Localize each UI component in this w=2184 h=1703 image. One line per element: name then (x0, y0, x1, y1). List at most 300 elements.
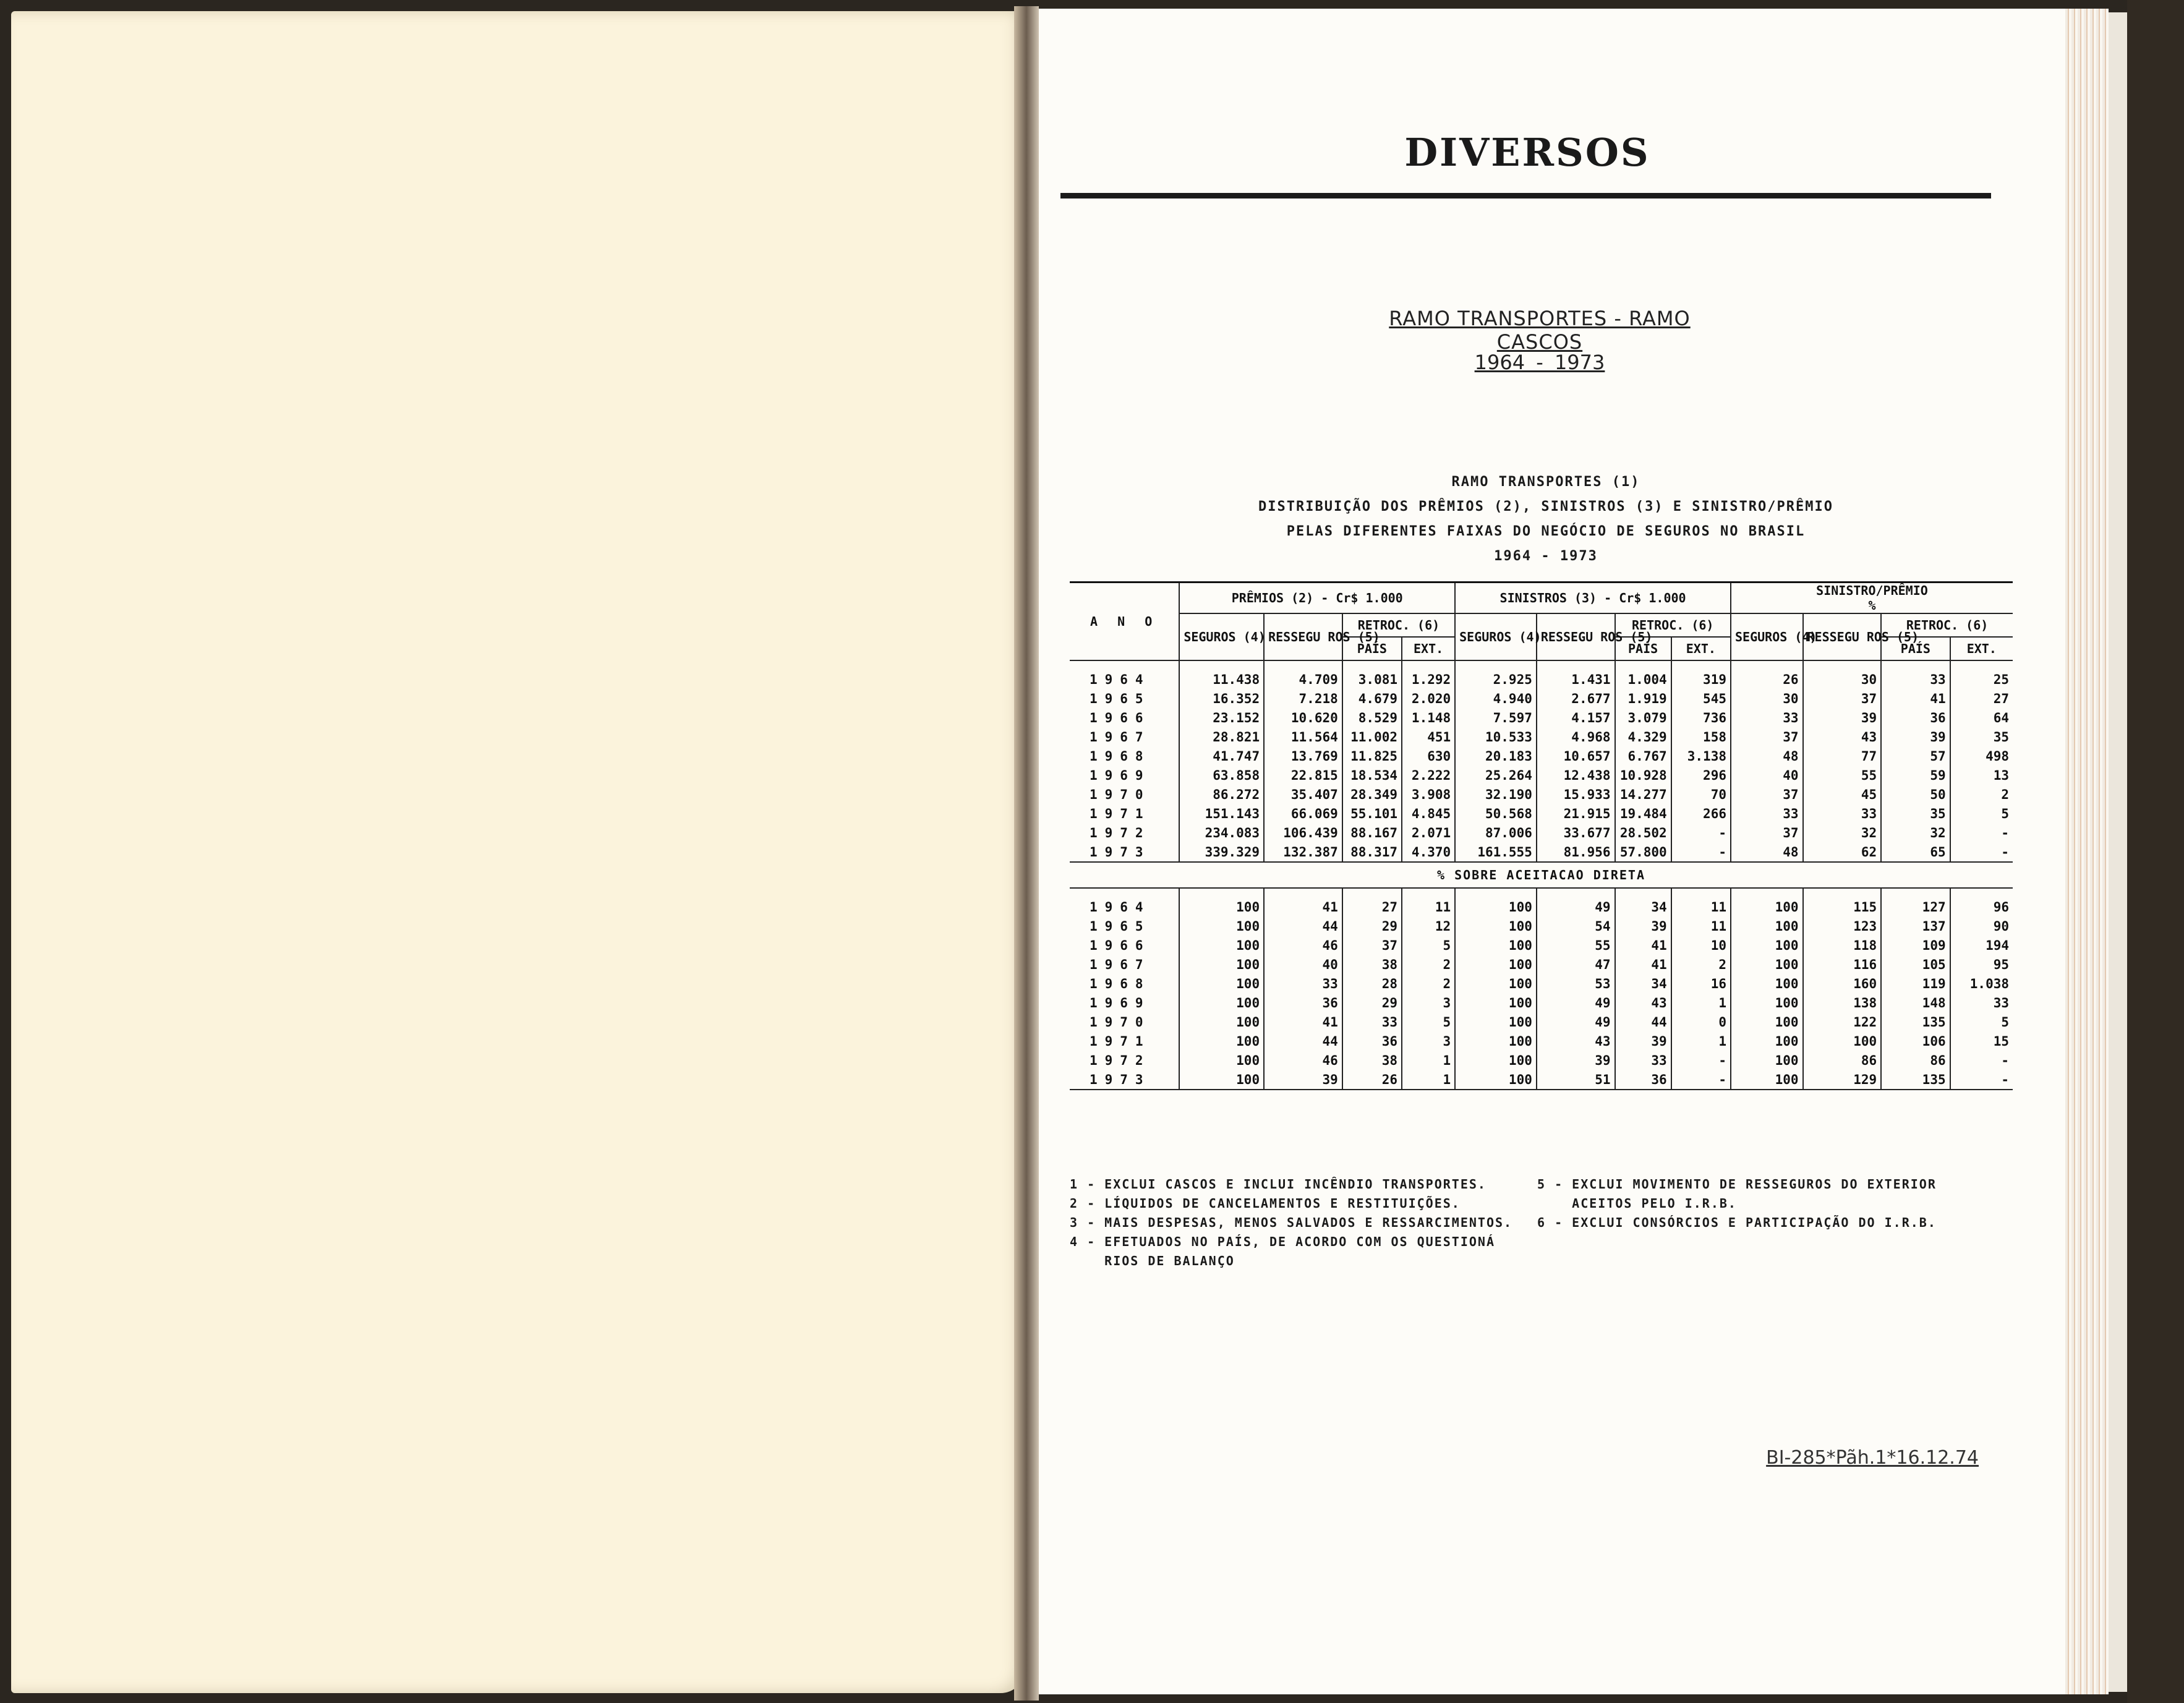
footnote: 5 - EXCLUI MOVIMENTO DE RESSEGUROS DO EXTERIOR ACEITOS PELO I.R.B. (1537, 1177, 1937, 1211)
values-row (1070, 708, 2013, 727)
value-cell: 118 (1803, 936, 1882, 955)
header-percent-sign: % (1868, 598, 1876, 613)
value-cell: 32 (1881, 823, 1950, 842)
value-cell: 35 (1950, 727, 2013, 746)
value-cell: 59 (1881, 766, 1950, 785)
percent-row (1070, 1051, 2013, 1070)
value-cell: 100 (1179, 974, 1264, 993)
percents-section (1070, 888, 2013, 1090)
value-cell: 29 (1342, 916, 1402, 936)
year-cell: 1970 (1070, 785, 1179, 804)
value-cell: 1.431 (1537, 660, 1615, 689)
header-sinistro-premio (1731, 583, 2013, 614)
value-cell: 234.083 (1179, 823, 1264, 842)
percent-row (1070, 936, 2013, 955)
value-cell: 116 (1803, 955, 1882, 974)
value-cell: 194 (1950, 936, 2013, 955)
percent-row (1070, 1031, 2013, 1051)
value-cell: 3 (1402, 1031, 1455, 1051)
value-cell: 4.329 (1615, 727, 1671, 746)
table-titles (1175, 470, 1917, 569)
value-cell: 100 (1731, 955, 1803, 974)
value-cell: - (1671, 842, 1731, 862)
value-cell: 122 (1803, 1012, 1882, 1031)
value-cell: 86 (1803, 1051, 1882, 1070)
value-cell: 39 (1881, 727, 1950, 746)
value-cell: 296 (1671, 766, 1731, 785)
value-cell: 2.677 (1537, 689, 1615, 708)
header-sinistros-ext: EXT. (1671, 637, 1731, 660)
value-cell: 21.915 (1537, 804, 1615, 823)
value-cell: 33 (1264, 974, 1342, 993)
value-cell: 1.004 (1615, 660, 1671, 689)
value-cell: - (1950, 823, 2013, 842)
value-cell: 33.677 (1537, 823, 1615, 842)
value-cell: 3.138 (1671, 746, 1731, 766)
value-cell: 33 (1731, 804, 1803, 823)
value-cell: 34 (1615, 888, 1671, 916)
value-cell: 736 (1671, 708, 1731, 727)
header-ano: A N O (1070, 583, 1179, 661)
value-cell: 4.968 (1537, 727, 1615, 746)
value-cell: 57.800 (1615, 842, 1671, 862)
header-sp-pais: PAÍS (1881, 637, 1950, 660)
value-cell: 11 (1402, 888, 1455, 916)
header-sinistros-pais: PAÍS (1615, 637, 1671, 660)
footnotes-left (1070, 1175, 1540, 1271)
value-cell: 100 (1179, 955, 1264, 974)
value-cell: 1.038 (1950, 974, 2013, 993)
value-cell: 34 (1615, 974, 1671, 993)
value-cell: 90 (1950, 916, 2013, 936)
header-sinistros-resseguros: RESSEGU ROS (5) (1537, 613, 1615, 660)
value-cell: 5 (1402, 936, 1455, 955)
header-sp-ext: EXT. (1950, 637, 2013, 660)
value-cell: 47 (1537, 955, 1615, 974)
value-cell: 22.815 (1264, 766, 1342, 785)
value-cell: 100 (1731, 888, 1803, 916)
value-cell: 127 (1881, 888, 1950, 916)
value-cell: 100 (1731, 993, 1803, 1012)
value-cell: 10.620 (1264, 708, 1342, 727)
table-title-line-4: 1964 - 1973 (1494, 548, 1598, 564)
value-cell: 96 (1950, 888, 2013, 916)
percent-row (1070, 888, 2013, 916)
value-cell: 37 (1731, 727, 1803, 746)
value-cell: 3.079 (1615, 708, 1671, 727)
percent-section-header (1070, 862, 2013, 888)
page-edges (2065, 9, 2109, 1694)
value-cell: 4.679 (1342, 689, 1402, 708)
value-cell: 100 (1731, 974, 1803, 993)
value-cell: 44 (1264, 916, 1342, 936)
value-cell: 39 (1537, 1051, 1615, 1070)
header-sinistros: SINISTROS (3) - Cr$ 1.000 (1455, 583, 1731, 614)
value-cell: 39 (1803, 708, 1882, 727)
header-sp-seguros: SEGUROS (4) (1731, 613, 1803, 660)
values-row (1070, 804, 2013, 823)
value-cell: 38 (1342, 955, 1402, 974)
value-cell: 11 (1671, 916, 1731, 936)
value-cell: 36 (1615, 1070, 1671, 1090)
value-cell: 27 (1950, 689, 2013, 708)
value-cell: 137 (1881, 916, 1950, 936)
value-cell: 88.167 (1342, 823, 1402, 842)
value-cell: 40 (1264, 955, 1342, 974)
value-cell: 100 (1731, 1051, 1803, 1070)
value-cell: 39 (1615, 1031, 1671, 1051)
value-cell: 39 (1615, 916, 1671, 936)
header-sinistros-retroc: RETROC. (6) (1615, 613, 1731, 637)
year-cell: 1965 (1070, 689, 1179, 708)
value-cell: 5 (1950, 804, 2013, 823)
value-cell: 23.152 (1179, 708, 1264, 727)
statistics-table (1070, 581, 2013, 1090)
value-cell: 1.919 (1615, 689, 1671, 708)
value-cell: 27 (1342, 888, 1402, 916)
value-cell: 100 (1455, 936, 1537, 955)
value-cell: 319 (1671, 660, 1731, 689)
value-cell: 33 (1803, 804, 1882, 823)
values-row (1070, 660, 2013, 689)
value-cell: 28 (1342, 974, 1402, 993)
value-cell: 3 (1402, 993, 1455, 1012)
header-sinistro-premio-label: SINISTRO/PRÊMIO (1816, 583, 1928, 598)
value-cell: 65 (1881, 842, 1950, 862)
value-cell: 18.534 (1342, 766, 1402, 785)
footnote: 1 - EXCLUI CASCOS E INCLUI INCÊNDIO TRANSPORTES. (1070, 1177, 1487, 1192)
value-cell: 33 (1342, 1012, 1402, 1031)
value-cell: 41 (1615, 936, 1671, 955)
value-cell: 16 (1671, 974, 1731, 993)
value-cell: 48 (1731, 746, 1803, 766)
year-cell: 1969 (1070, 766, 1179, 785)
value-cell: 100 (1455, 993, 1537, 1012)
value-cell: 45 (1803, 785, 1882, 804)
value-cell: 129 (1803, 1070, 1882, 1090)
value-cell: 1.292 (1402, 660, 1455, 689)
value-cell: 100 (1455, 888, 1537, 916)
value-cell: 44 (1615, 1012, 1671, 1031)
value-cell: 25 (1950, 660, 2013, 689)
year-cell: 1968 (1070, 746, 1179, 766)
year-cell: 1966 (1070, 936, 1179, 955)
value-cell: 119 (1881, 974, 1950, 993)
table-title-line-1: RAMO TRANSPORTES (1) (1451, 474, 1640, 490)
value-cell: 38 (1342, 1051, 1402, 1070)
table-title-line-2: DISTRIBUIÇÃO DOS PRÊMIOS (2), SINISTROS (3) E SINISTRO/PRÊMIO (1258, 499, 1833, 514)
value-cell: 10.928 (1615, 766, 1671, 785)
value-cell: 11.438 (1179, 660, 1264, 689)
value-cell: 100 (1179, 1031, 1264, 1051)
values-row (1070, 823, 2013, 842)
value-cell: 88.317 (1342, 842, 1402, 862)
value-cell: 15 (1950, 1031, 2013, 1051)
value-cell: 30 (1731, 689, 1803, 708)
value-cell: 37 (1803, 689, 1882, 708)
values-row (1070, 727, 2013, 746)
page-years: 1964 - 1973 (1474, 351, 1605, 374)
value-cell: 26 (1342, 1070, 1402, 1090)
value-cell: 12.438 (1537, 766, 1615, 785)
value-cell: 41 (1881, 689, 1950, 708)
year-cell: 1966 (1070, 708, 1179, 727)
value-cell: - (1950, 842, 2013, 862)
value-cell: 70 (1671, 785, 1731, 804)
year-cell: 1973 (1070, 1070, 1179, 1090)
value-cell: 4.370 (1402, 842, 1455, 862)
page-edges-outer (2109, 12, 2127, 1692)
year-cell: 1967 (1070, 955, 1179, 974)
percent-row (1070, 955, 2013, 974)
values-row (1070, 842, 2013, 862)
value-cell: 41.747 (1179, 746, 1264, 766)
value-cell: 151.143 (1179, 804, 1264, 823)
value-cell: 100 (1179, 888, 1264, 916)
value-cell: 37 (1342, 936, 1402, 955)
value-cell: 77 (1803, 746, 1882, 766)
value-cell: 35 (1881, 804, 1950, 823)
value-cell: 36 (1342, 1031, 1402, 1051)
header-premios-retroc: RETROC. (6) (1342, 613, 1455, 637)
value-cell: - (1671, 1051, 1731, 1070)
value-cell: 95 (1950, 955, 2013, 974)
value-cell: 100 (1455, 916, 1537, 936)
value-cell: 35.407 (1264, 785, 1342, 804)
header-premios-ext: EXT. (1402, 637, 1455, 660)
value-cell: 13 (1950, 766, 2013, 785)
value-cell: 44 (1264, 1031, 1342, 1051)
value-cell: 2.020 (1402, 689, 1455, 708)
value-cell: 100 (1455, 955, 1537, 974)
value-cell: 4.845 (1402, 804, 1455, 823)
value-cell: 451 (1402, 727, 1455, 746)
value-cell: 0 (1671, 1012, 1731, 1031)
value-cell: 266 (1671, 804, 1731, 823)
year-cell: 1970 (1070, 1012, 1179, 1031)
value-cell: - (1950, 1051, 2013, 1070)
value-cell: 86.272 (1179, 785, 1264, 804)
value-cell: 62 (1803, 842, 1882, 862)
value-cell: 41 (1615, 955, 1671, 974)
value-cell: 100 (1455, 1070, 1537, 1090)
value-cell: 87.006 (1455, 823, 1537, 842)
value-cell: 55 (1803, 766, 1882, 785)
value-cell: 132.387 (1264, 842, 1342, 862)
value-cell: 39 (1264, 1070, 1342, 1090)
value-cell: 4.940 (1455, 689, 1537, 708)
value-cell: 545 (1671, 689, 1731, 708)
year-cell: 1972 (1070, 1051, 1179, 1070)
year-cell: 1973 (1070, 842, 1179, 862)
year-cell: 1964 (1070, 660, 1179, 689)
value-cell: 100 (1455, 1051, 1537, 1070)
value-cell: 32.190 (1455, 785, 1537, 804)
percent-row (1070, 1070, 2013, 1090)
value-cell: 339.329 (1179, 842, 1264, 862)
left-page-blank (11, 11, 1025, 1693)
value-cell: 55 (1537, 936, 1615, 955)
value-cell: 36 (1264, 993, 1342, 1012)
value-cell: 46 (1264, 936, 1342, 955)
year-cell: 1965 (1070, 916, 1179, 936)
value-cell: 10.657 (1537, 746, 1615, 766)
value-cell: 1 (1402, 1070, 1455, 1090)
value-cell: 55.101 (1342, 804, 1402, 823)
value-cell: 10.533 (1455, 727, 1537, 746)
year-cell: 1971 (1070, 804, 1179, 823)
value-cell: 49 (1537, 888, 1615, 916)
value-cell: 498 (1950, 746, 2013, 766)
header-sp-retroc: RETROC. (6) (1881, 613, 2013, 637)
values-section (1070, 660, 2013, 862)
value-cell: 54 (1537, 916, 1615, 936)
page-heading: DIVERSOS (1404, 130, 1650, 175)
value-cell: 48 (1731, 842, 1803, 862)
page-subtitle: RAMO TRANSPORTES - RAMO CASCOS (1389, 307, 1691, 354)
value-cell: 49 (1537, 1012, 1615, 1031)
value-cell: 100 (1179, 916, 1264, 936)
value-cell: 105 (1881, 955, 1950, 974)
value-cell: 49 (1537, 993, 1615, 1012)
value-cell: 57 (1881, 746, 1950, 766)
value-cell: 1 (1671, 993, 1731, 1012)
value-cell: 2 (1402, 955, 1455, 974)
value-cell: 43 (1615, 993, 1671, 1012)
value-cell: 15.933 (1537, 785, 1615, 804)
value-cell: - (1950, 1070, 2013, 1090)
value-cell: 100 (1179, 1070, 1264, 1090)
value-cell: 16.352 (1179, 689, 1264, 708)
value-cell: 11 (1671, 888, 1731, 916)
value-cell: 100 (1179, 936, 1264, 955)
value-cell: 2.071 (1402, 823, 1455, 842)
value-cell: 30 (1803, 660, 1882, 689)
value-cell: 2 (1671, 955, 1731, 974)
value-cell: 2.222 (1402, 766, 1455, 785)
value-cell: 630 (1402, 746, 1455, 766)
value-cell: 100 (1179, 1012, 1264, 1031)
value-cell: 63.858 (1179, 766, 1264, 785)
value-cell: 100 (1455, 974, 1537, 993)
values-row (1070, 746, 2013, 766)
value-cell: 43 (1803, 727, 1882, 746)
value-cell: 41 (1264, 1012, 1342, 1031)
value-cell: 100 (1455, 1031, 1537, 1051)
footnote: 6 - EXCLUI CONSÓRCIOS E PARTICIPAÇÃO DO I.R.B. (1537, 1215, 1937, 1230)
value-cell: 86 (1881, 1051, 1950, 1070)
value-cell: 100 (1731, 1012, 1803, 1031)
header-sinistros-seguros: SEGUROS (4) (1455, 613, 1537, 660)
value-cell: 37 (1731, 823, 1803, 842)
value-cell: 100 (1179, 1051, 1264, 1070)
value-cell: 11.825 (1342, 746, 1402, 766)
value-cell: 28.821 (1179, 727, 1264, 746)
value-cell: 41 (1264, 888, 1342, 916)
values-row (1070, 766, 2013, 785)
value-cell: 2 (1402, 974, 1455, 993)
value-cell: 100 (1803, 1031, 1882, 1051)
value-cell: 135 (1881, 1012, 1950, 1031)
year-cell: 1967 (1070, 727, 1179, 746)
value-cell: 26 (1731, 660, 1803, 689)
value-cell: 1 (1671, 1031, 1731, 1051)
value-cell: 29 (1342, 993, 1402, 1012)
value-cell: 106 (1881, 1031, 1950, 1051)
value-cell: 43 (1537, 1031, 1615, 1051)
value-cell: 50.568 (1455, 804, 1537, 823)
percent-row (1070, 1012, 2013, 1031)
header-premios-pais: PAÍS (1342, 637, 1402, 660)
book-gutter (1014, 6, 1039, 1701)
value-cell: 3.081 (1342, 660, 1402, 689)
value-cell: 135 (1881, 1070, 1950, 1090)
year-cell: 1972 (1070, 823, 1179, 842)
percent-row (1070, 974, 2013, 993)
value-cell: 40 (1731, 766, 1803, 785)
value-cell: 28.502 (1615, 823, 1671, 842)
value-cell: 1 (1402, 1051, 1455, 1070)
value-cell: 36 (1881, 708, 1950, 727)
value-cell: 53 (1537, 974, 1615, 993)
value-cell: 46 (1264, 1051, 1342, 1070)
header-premios: PRÊMIOS (2) - Cr$ 1.000 (1179, 583, 1455, 614)
value-cell: 5 (1402, 1012, 1455, 1031)
year-cell: 1971 (1070, 1031, 1179, 1051)
value-cell: 37 (1731, 785, 1803, 804)
value-cell: 12 (1402, 916, 1455, 936)
value-cell: 4.709 (1264, 660, 1342, 689)
value-cell: 100 (1179, 993, 1264, 1012)
value-cell: 148 (1881, 993, 1950, 1012)
value-cell: 28.349 (1342, 785, 1402, 804)
value-cell: 5 (1950, 1012, 2013, 1031)
value-cell: - (1671, 1070, 1731, 1090)
header-premios-resseguros: RESSEGU ROS (5) (1264, 613, 1342, 660)
value-cell: 3.908 (1402, 785, 1455, 804)
value-cell: 81.956 (1537, 842, 1615, 862)
values-row (1070, 689, 2013, 708)
value-cell: 10 (1671, 936, 1731, 955)
value-cell: 100 (1455, 1012, 1537, 1031)
value-cell: 25.264 (1455, 766, 1537, 785)
value-cell: 64 (1950, 708, 2013, 727)
value-cell: 6.767 (1615, 746, 1671, 766)
value-cell: 1.148 (1402, 708, 1455, 727)
year-cell: 1969 (1070, 993, 1179, 1012)
footnotes-right (1537, 1175, 2020, 1232)
value-cell: 33 (1881, 660, 1950, 689)
value-cell: 100 (1731, 1031, 1803, 1051)
year-cell: 1968 (1070, 974, 1179, 993)
header-premios-seguros: SEGUROS (4) (1179, 613, 1264, 660)
value-cell: 100 (1731, 936, 1803, 955)
value-cell: 123 (1803, 916, 1882, 936)
value-cell: 66.069 (1264, 804, 1342, 823)
year-cell: 1964 (1070, 888, 1179, 916)
heading-rule (1060, 193, 1991, 198)
value-cell: 33 (1950, 993, 2013, 1012)
footnote: 2 - LÍQUIDOS DE CANCELAMENTOS E RESTITUIÇÕES. (1070, 1196, 1461, 1211)
value-cell: 2.925 (1455, 660, 1537, 689)
value-cell: 14.277 (1615, 785, 1671, 804)
section-label: % SOBRE ACEITACAO DIRETA (1070, 862, 2013, 888)
values-row (1070, 785, 2013, 804)
value-cell: 13.769 (1264, 746, 1342, 766)
value-cell: 100 (1731, 1070, 1803, 1090)
value-cell: 138 (1803, 993, 1882, 1012)
value-cell: 161.555 (1455, 842, 1537, 862)
